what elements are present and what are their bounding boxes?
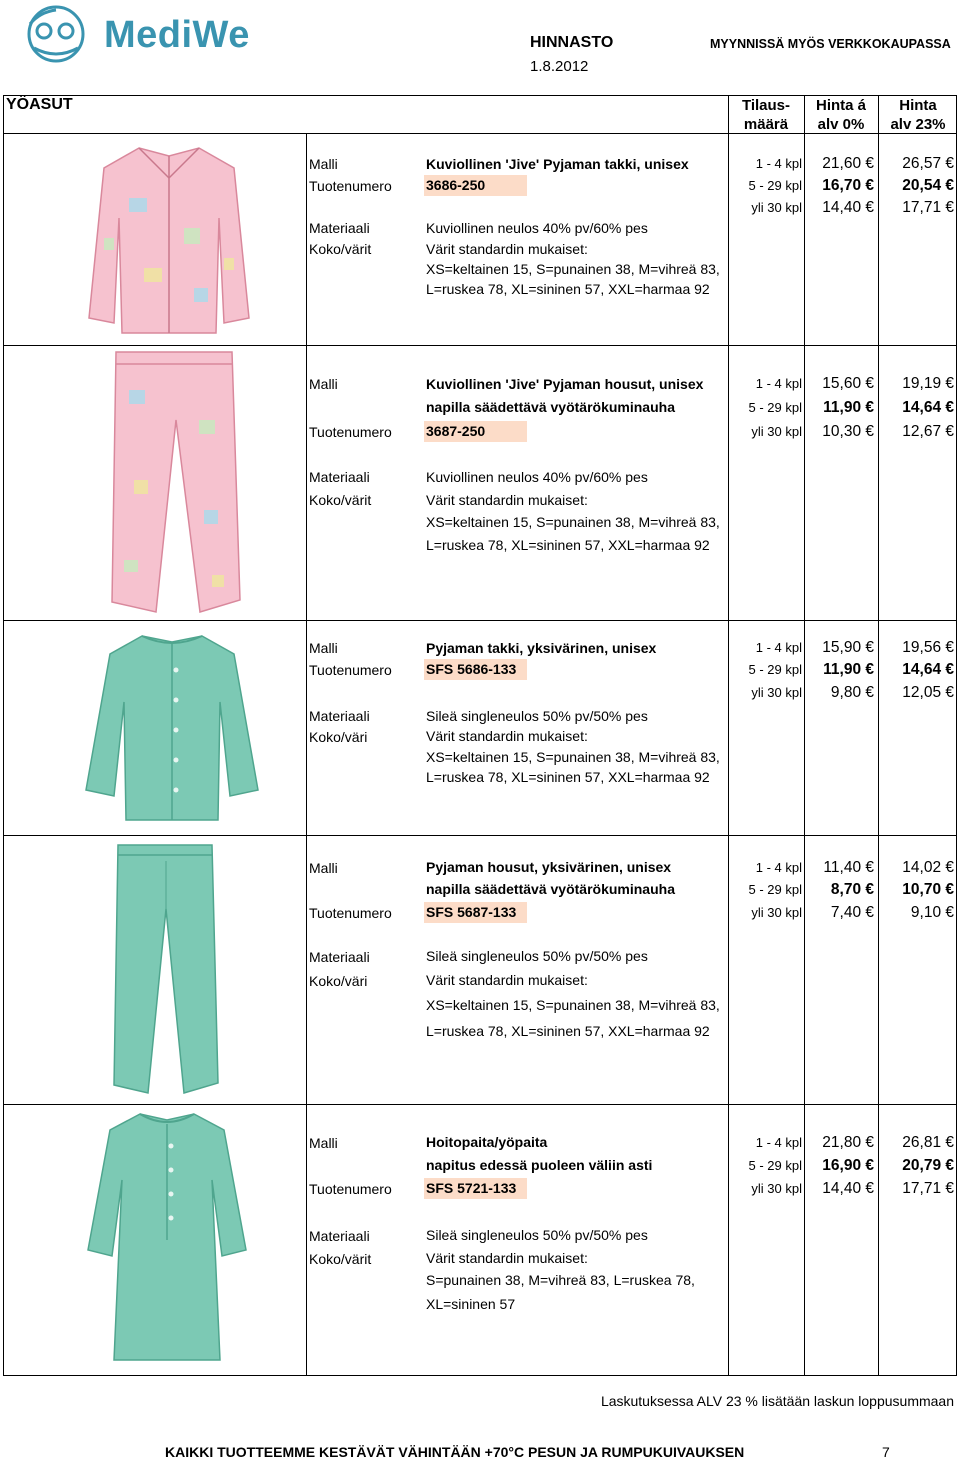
tier-qty: 1 - 4 kpl: [755, 376, 802, 391]
tier-qty: 1 - 4 kpl: [755, 860, 802, 875]
colors-line1: Värit standardin mukaiset:: [426, 241, 588, 257]
material: Sileä singleneulos 50% pv/50% pes: [426, 948, 648, 964]
material: Sileä singleneulos 50% pv/50% pes: [426, 708, 648, 724]
row-divider: [4, 345, 956, 346]
col-header-p2-line2: alv 23%: [890, 116, 946, 133]
price-inc-vat: 26,57 €: [902, 155, 954, 172]
colors-line3: XL=sininen 57: [426, 1296, 516, 1312]
row-divider: [4, 835, 956, 836]
product-name: Kuviollinen 'Jive' Pyjaman housut, unisex: [426, 376, 704, 392]
price-inc-vat: 12,05 €: [902, 684, 954, 701]
price-ex-vat: 16,90 €: [822, 1157, 874, 1174]
material: Kuviollinen neulos 40% pv/60% pes: [426, 469, 648, 485]
price-inc-vat: 17,71 €: [902, 1180, 954, 1197]
washing-note: KAIKKI TUOTTEEMME KESTÄVÄT VÄHINTÄÄN +70°C PESUN JA RUMPUKUIVAUKSEN: [165, 1444, 745, 1460]
price-ex-vat: 10,30 €: [822, 423, 874, 440]
logo-mark-icon: [20, 4, 96, 68]
label-malli: Malli: [309, 376, 338, 392]
price-inc-vat: 14,02 €: [902, 859, 954, 876]
colors-line3: L=ruskea 78, XL=sininen 57, XXL=harmaa 92: [426, 1023, 710, 1039]
vat-note: Laskutuksessa ALV 23 % lisätään laskun loppusummaan: [600, 1393, 954, 1409]
label-malli: Malli: [309, 1135, 338, 1151]
webshop-note: MYYNNISSÄ MYÖS VERKKOKAUPASSA: [710, 37, 951, 51]
col-header-p1-line2: alv 0%: [817, 116, 865, 133]
col-divider: [728, 96, 729, 1375]
label-colors: Koko/värit: [309, 492, 372, 508]
col-divider: [804, 96, 805, 1375]
tier-qty: yli 30 kpl: [751, 424, 802, 439]
tier-qty: 5 - 29 kpl: [748, 178, 802, 193]
price-ex-vat: 15,60 €: [822, 375, 874, 392]
material: Kuviollinen neulos 40% pv/60% pes: [426, 220, 648, 236]
tier-qty: 5 - 29 kpl: [748, 662, 802, 677]
colors-line1: Värit standardin mukaiset:: [426, 1250, 588, 1266]
price-inc-vat: 10,70 €: [902, 881, 954, 898]
label-malli: Malli: [309, 860, 338, 876]
price-inc-vat: 17,71 €: [902, 199, 954, 216]
product-image-mint-jacket: [84, 630, 260, 829]
product-name: Hoitopaita/yöpaita: [426, 1134, 548, 1150]
price-ex-vat: 14,40 €: [822, 1180, 874, 1197]
price-ex-vat: 11,40 €: [823, 859, 874, 876]
label-product-code: Tuotenumero: [309, 178, 392, 194]
colors-line2: XS=keltainen 15, S=punainen 38, M=vihreä 83,: [426, 514, 720, 530]
price-inc-vat: 26,81 €: [902, 1134, 954, 1151]
material: Sileä singleneulos 50% pv/50% pes: [426, 1227, 648, 1243]
price-list-date: 1.8.2012: [530, 58, 589, 75]
label-material: Materiaali: [309, 708, 370, 724]
colors-line2: XS=keltainen 15, S=punainen 38, M=vihreä 83,: [426, 997, 720, 1013]
tier-qty: 1 - 4 kpl: [755, 640, 802, 655]
colors-line3: L=ruskea 78, XL=sininen 57, XXL=harmaa 92: [426, 537, 710, 553]
price-ex-vat: 8,70 €: [830, 881, 874, 898]
label-product-code: Tuotenumero: [309, 1181, 392, 1197]
product-image-patterned-jacket: [84, 138, 254, 343]
price-inc-vat: 19,19 €: [902, 375, 954, 392]
page-number: 7: [882, 1444, 890, 1460]
price-inc-vat: 12,67 €: [902, 423, 954, 440]
price-ex-vat: 21,80 €: [822, 1134, 874, 1151]
price-ex-vat: 11,90 €: [823, 661, 874, 678]
label-material: Materiaali: [309, 949, 370, 965]
brand-name: MediWe: [104, 14, 250, 56]
label-colors: Koko/värit: [309, 241, 372, 257]
colors-line1: Värit standardin mukaiset:: [426, 972, 588, 988]
tier-qty: 5 - 29 kpl: [748, 882, 802, 897]
colors-line3: L=ruskea 78, XL=sininen 57, XXL=harmaa 92: [426, 281, 710, 297]
price-ex-vat: 11,90 €: [823, 399, 874, 416]
label-material: Materiaali: [309, 1228, 370, 1244]
price-ex-vat: 14,40 €: [822, 199, 874, 216]
price-inc-vat: 14,64 €: [902, 661, 954, 678]
product-name-line2: napilla säädettävä vyötärökuminauha: [426, 881, 675, 897]
section-title: YÖASUT: [6, 96, 73, 113]
page-title: HINNASTO: [530, 34, 614, 51]
tier-qty: 5 - 29 kpl: [748, 1158, 802, 1173]
colors-line2: XS=keltainen 15, S=punainen 38, M=vihreä 83,: [426, 749, 720, 765]
col-divider: [878, 96, 879, 1375]
price-inc-vat: 9,10 €: [910, 904, 954, 921]
product-code: SFS 5687-133: [424, 902, 527, 923]
tier-qty: yli 30 kpl: [751, 200, 802, 215]
col-header-qty-line1: Tilaus-: [741, 97, 791, 114]
col-header-price-ex-vat: [804, 96, 878, 134]
tier-qty: yli 30 kpl: [751, 685, 802, 700]
colors-line2: XS=keltainen 15, S=punainen 38, M=vihreä 83,: [426, 261, 720, 277]
price-inc-vat: 14,64 €: [902, 399, 954, 416]
label-product-code: Tuotenumero: [309, 662, 392, 678]
label-product-code: Tuotenumero: [309, 424, 392, 440]
col-header-qty-line2: määrä: [743, 116, 789, 133]
col-header-p2-line1: Hinta: [899, 97, 937, 114]
product-image-patterned-trousers: [104, 350, 244, 619]
price-inc-vat: 20,54 €: [902, 177, 954, 194]
label-material: Materiaali: [309, 220, 370, 236]
product-code: SFS 5721-133: [424, 1178, 527, 1199]
price-inc-vat: 20,79 €: [902, 1157, 954, 1174]
col-divider: [306, 133, 307, 1375]
col-header-p1-line1: Hinta á: [815, 97, 866, 114]
tier-qty: 1 - 4 kpl: [755, 156, 802, 171]
price-ex-vat: 16,70 €: [822, 177, 874, 194]
col-header-price-inc-vat: [878, 96, 958, 134]
product-name-line2: napilla säädettävä vyötärökuminauha: [426, 399, 675, 415]
product-name: Pyjaman housut, yksivärinen, unisex: [426, 859, 672, 875]
tier-qty: 1 - 4 kpl: [755, 1135, 802, 1150]
price-ex-vat: 7,40 €: [830, 904, 874, 921]
colors-line3: L=ruskea 78, XL=sininen 57, XXL=harmaa 92: [426, 769, 710, 785]
product-name: Kuviollinen 'Jive' Pyjaman takki, unisex: [426, 156, 689, 172]
label-material: Materiaali: [309, 469, 370, 485]
product-name-line2: napitus edessä puoleen väliin asti: [426, 1157, 653, 1173]
colors-line1: Värit standardin mukaiset:: [426, 492, 588, 508]
label-malli: Malli: [309, 156, 338, 172]
price-inc-vat: 19,56 €: [902, 639, 954, 656]
product-image-nightshirt: [84, 1110, 250, 1369]
tier-qty: yli 30 kpl: [751, 905, 802, 920]
colors-line2: S=punainen 38, M=vihreä 83, L=ruskea 78,: [426, 1272, 695, 1288]
label-malli: Malli: [309, 640, 338, 656]
product-name: Pyjaman takki, yksivärinen, unisex: [426, 640, 657, 656]
row-divider: [4, 1104, 956, 1105]
product-code: 3686-250: [424, 175, 527, 196]
price-ex-vat: 21,60 €: [822, 155, 874, 172]
label-colors: Koko/väri: [309, 729, 368, 745]
col-header-qty: [728, 96, 804, 134]
price-ex-vat: 15,90 €: [822, 639, 874, 656]
label-colors: Koko/väri: [309, 973, 368, 989]
colors-line1: Värit standardin mukaiset:: [426, 728, 588, 744]
product-image-mint-trousers: [110, 843, 220, 1102]
price-ex-vat: 9,80 €: [830, 684, 874, 701]
label-colors: Koko/värit: [309, 1251, 372, 1267]
tier-qty: yli 30 kpl: [751, 1181, 802, 1196]
label-product-code: Tuotenumero: [309, 905, 392, 921]
row-divider: [4, 620, 956, 621]
product-code: 3687-250: [424, 421, 527, 442]
product-code: SFS 5686-133: [424, 659, 527, 680]
tier-qty: 5 - 29 kpl: [748, 400, 802, 415]
